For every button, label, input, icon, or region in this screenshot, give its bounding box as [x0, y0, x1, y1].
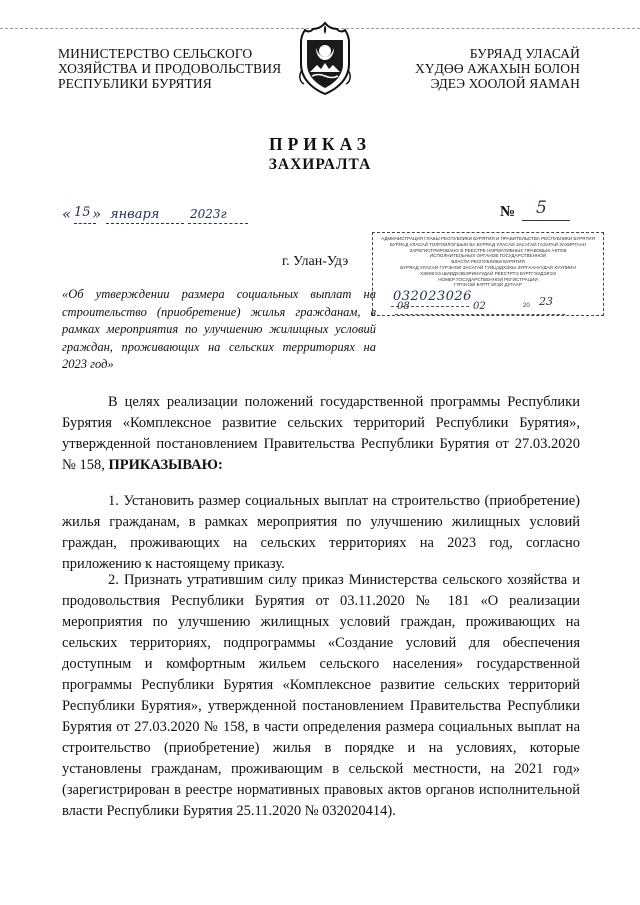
ministry-name-ru	[58, 46, 298, 91]
ministry-name-bur-line: ЭДЕЭ ХООЛОЙ ЯАМАН	[430, 76, 580, 91]
date-month-underline	[106, 223, 184, 224]
document-title-bur: ЗАХИРАЛТА	[268, 156, 372, 173]
order-directive: ПРИКАЗЫВАЮ:	[108, 457, 223, 473]
stamp-date-underline	[395, 314, 565, 315]
date-open-quote: «	[62, 205, 72, 223]
item-1-text: 1. Установить размер социальных выплат на строительство (приобретение) жилья гражданам, в рамках мероприятия по улучшению жилищных условий граждан, проживающих на сельских территориях на 2023 год, согласно приложению к настоящему приказу.	[62, 493, 580, 572]
ministry-name-ru-line: РЕСПУБЛИКИ БУРЯТИЯ	[58, 76, 212, 91]
order-subject: «Об утверждении размера социальных выплат на строительство (приобретение) жилья гражданам, в рамках мероприятия по улучшению жилищных условий граждан, проживающих на сельских территориях на 2023 год»	[62, 287, 376, 371]
stamp-line: НОМЕР ГОСУДАРСТВЕННОЙ РЕГИСТРАЦИИ	[438, 276, 538, 282]
stamp-reg-year-prefix: 20	[523, 303, 530, 309]
stamp-line: БУРЯАД УЛАСАЙ ТОЛГОЙЛОГШЫН БА БУРЯАД УЛАСАЙ ЗАСАГАЙ ГАЗАРАЙ ЗАХИРГААН	[389, 241, 587, 247]
stamp-line: БУРЯАД УЛАСАЙ ГУРЭНОЙ ЗАСАГАЙ ГУЙЦЭДХЭХЫ ЗУРГААНУУДАЙ ХУУЛИИН	[400, 264, 576, 270]
stamp-line: ЗАРЕГИСТРИРОВАНО В РЕЕСТРЕ НОРМАТИВНЫХ ПРАВОВЫХ АКТОВ	[409, 247, 567, 253]
ministry-name-ru-line: МИНИСТЕРСТВО СЕЛЬСКОГО	[58, 46, 253, 61]
stamp-line: АДМИНИСТРАЦИЯ ГЛАВЫ РЕСПУБЛИКИ БУРЯТИЯ И ПРАВИТЕЛЬСТВА РЕСПУБЛИКИ БУРЯТИЯ	[381, 236, 595, 241]
stamp-line: ГҮРЭНЭЙ БҮРТГЭЛЭЙ ДУГААР	[454, 282, 522, 288]
ministry-name-bur-line: БУРЯАД УЛАСАЙ	[469, 46, 580, 61]
ministry-name-ru-line: ХОЗЯЙСТВА И ПРОДОВОЛЬСТВИЯ	[58, 61, 282, 76]
date-close-quote: »	[92, 205, 102, 223]
number-value: 5	[536, 198, 547, 218]
stamp-line: ВЛАСТИ РЕСПУБЛИКИ БУРЯТИЯ	[451, 259, 525, 265]
registration-stamp	[372, 232, 604, 316]
order-date	[62, 203, 302, 233]
coat-of-arms-emblem	[290, 20, 360, 98]
stamp-reg-month: 02	[473, 301, 486, 312]
ministry-name-bur-line: ХYДӨӨ АЖАХЫН БОЛОН	[414, 61, 580, 76]
date-year-underline	[188, 223, 248, 224]
intro-paragraph	[62, 392, 580, 476]
number-underline	[522, 220, 570, 221]
date-day-underline	[74, 223, 96, 224]
stamp-line: ИСПОЛНИТЕЛЬНЫХ ОРГАНОВ ГОСУДАРСТВЕННОЙ	[429, 253, 547, 259]
order-number	[500, 198, 580, 224]
item-2-paragraph	[62, 570, 580, 822]
city: г. Улан-Удэ	[282, 254, 349, 269]
stamp-reg-year-suffix: 23	[539, 295, 553, 308]
date-month: января	[110, 207, 160, 222]
item-1-paragraph	[62, 491, 580, 575]
date-year: 2023г	[190, 207, 227, 221]
ministry-name-bur	[380, 46, 580, 91]
number-label: №	[500, 204, 516, 220]
document-title: ПРИКАЗ	[268, 134, 372, 154]
stamp-reg-day: 08	[397, 301, 410, 312]
intro-text: В целях реализации положений государственной программы Республики Бурятия «Комплексное развитие сельских территорий Республики Бурятия», утвержденной постановлением Правительства Республики Бурятия от 27.03.2020 № 158,	[62, 394, 580, 473]
item-2-text: 2. Признать утратившим силу приказ Министерства сельского хозяйства и продовольствия Республики Бурятия от 03.11.2020 № 181 «О реализации мероприятия по улучшению жилищных условий граждан, проживающих на сельских территориях, подпрограммы «Создание условий для обеспечения доступным и комфортным жильем сельского населения» государственной программы Республики Бурятия «Комплексное развитие сельских территорий Республики Бурятия», утвержденной постановлением Правительства Республики Бурятия от 27.03.2020 № 158, в части определения размера социальных выплат на строительство (приобретение) жилья в порядке и на условиях, которые установлены гражданам, проживающим в сельской местности, на 2021 год» (зарегистрирован в реестре нормативных правовых актов органов исполнительной власти Республики Бурятия 25.11.2020 № 032020414).	[62, 572, 580, 819]
stamp-line: ХЭМЖЭЭ ШИИДХЭБЭРИНУУДАЙ РЕЕСТРТЭ БҮРТГЭЭДЭЛЭЭ	[419, 270, 557, 276]
date-day: 15	[74, 205, 91, 220]
stamp-reg-number: 032023026	[393, 289, 472, 304]
